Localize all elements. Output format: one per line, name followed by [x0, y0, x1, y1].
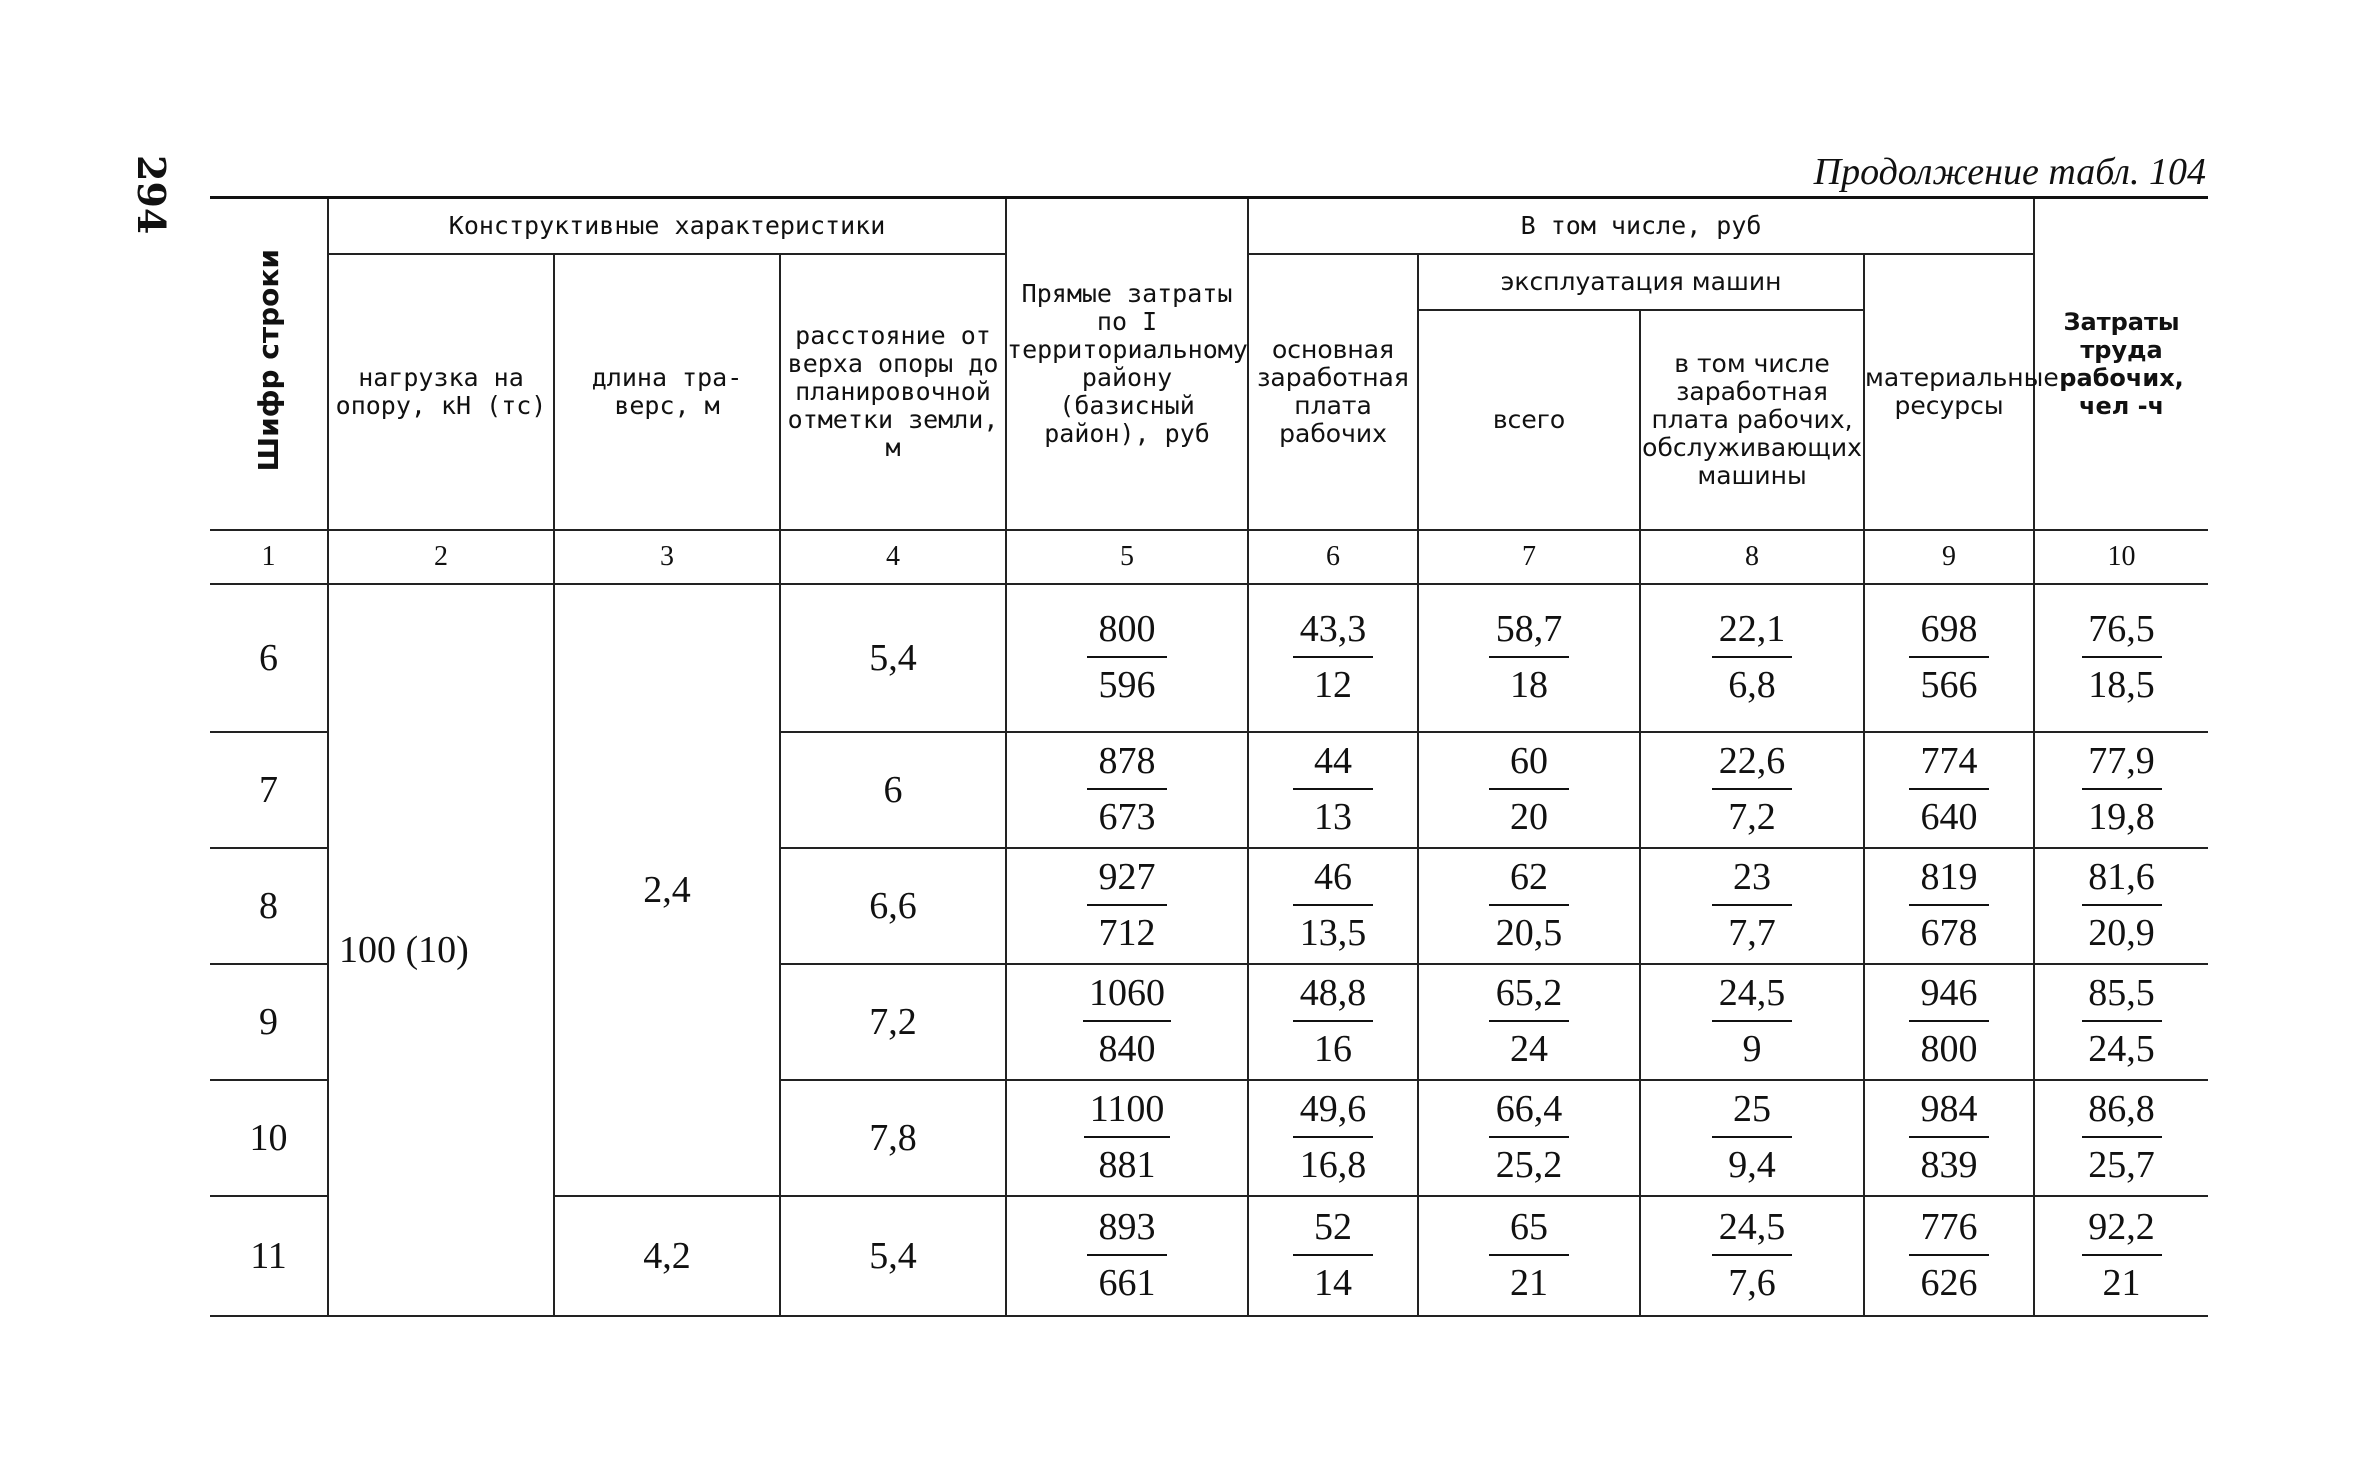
fraction	[1909, 856, 1989, 954]
denominator: 566	[1920, 664, 1978, 706]
denominator: 800	[1920, 1028, 1978, 1070]
numerator: 24,5	[1712, 1206, 1792, 1256]
col-num: 2	[328, 530, 554, 584]
col-num: 6	[1248, 530, 1418, 584]
fraction-cell	[1864, 1080, 2034, 1196]
numerator: 23	[1712, 856, 1792, 906]
fraction-cell	[1248, 1196, 1418, 1316]
numerator: 66,4	[1489, 1088, 1569, 1138]
numerator: 49,6	[1293, 1088, 1373, 1138]
fraction-cell	[2034, 848, 2208, 964]
fraction-cell	[2034, 732, 2208, 848]
denominator: 18	[1510, 664, 1549, 706]
fraction-cell	[1640, 732, 1864, 848]
fraction	[2082, 856, 2162, 954]
denominator: 25,2	[1495, 1144, 1563, 1186]
column-numbers-row	[210, 530, 2208, 584]
row-code: 10	[210, 1080, 328, 1196]
fraction-cell	[1864, 732, 2034, 848]
denominator: 596	[1098, 664, 1156, 706]
denominator: 881	[1098, 1144, 1156, 1186]
fraction-cell	[1248, 964, 1418, 1080]
numerator: 85,5	[2082, 972, 2162, 1022]
numerator: 44	[1293, 740, 1373, 790]
denominator: 7,6	[1728, 1262, 1776, 1304]
denominator: 673	[1098, 796, 1156, 838]
fraction	[1909, 740, 1989, 838]
fraction	[1087, 608, 1167, 706]
load-value: 100 (10)	[328, 584, 554, 1316]
fraction-cell	[1006, 848, 1248, 964]
denominator: 16	[1314, 1028, 1353, 1070]
traverse-value: 2,4	[554, 584, 780, 1196]
fraction	[1712, 1088, 1792, 1186]
col-num: 1	[210, 530, 328, 584]
denominator: 678	[1920, 912, 1978, 954]
header-machines-total: всего	[1418, 310, 1640, 530]
numerator: 52	[1293, 1206, 1373, 1256]
fraction-cell	[1640, 1196, 1864, 1316]
numerator: 48,8	[1293, 972, 1373, 1022]
header-traverse-length: длина тра-верс, м	[554, 254, 780, 530]
fraction-cell	[1418, 732, 1640, 848]
col-num: 10	[2034, 530, 2208, 584]
fraction	[1489, 856, 1569, 954]
cost-table	[210, 196, 2208, 1317]
numerator: 46	[1293, 856, 1373, 906]
fraction	[1087, 1206, 1167, 1304]
distance-value: 6,6	[780, 848, 1006, 964]
fraction-cell	[2034, 584, 2208, 732]
row-code: 8	[210, 848, 328, 964]
fraction	[1293, 856, 1373, 954]
denominator: 840	[1098, 1028, 1156, 1070]
fraction	[1293, 972, 1373, 1070]
table-row	[210, 584, 2208, 732]
fraction-cell	[1248, 584, 1418, 732]
fraction	[1293, 1088, 1373, 1186]
fraction	[1489, 1088, 1569, 1186]
fraction-cell	[1006, 964, 1248, 1080]
denominator: 640	[1920, 796, 1978, 838]
distance-value: 5,4	[780, 584, 1006, 732]
numerator: 76,5	[2082, 608, 2162, 658]
numerator: 62	[1489, 856, 1569, 906]
denominator: 20	[1510, 796, 1549, 838]
denominator: 13	[1314, 796, 1353, 838]
fraction	[1712, 856, 1792, 954]
denominator: 7,7	[1728, 912, 1776, 954]
numerator: 927	[1087, 856, 1167, 906]
fraction-cell	[1640, 848, 1864, 964]
fraction	[1293, 1206, 1373, 1304]
row-code: 11	[210, 1196, 328, 1316]
numerator: 774	[1909, 740, 1989, 790]
numerator: 24,5	[1712, 972, 1792, 1022]
fraction	[1712, 608, 1792, 706]
fraction	[1489, 972, 1569, 1070]
denominator: 13,5	[1299, 912, 1367, 954]
row-code: 6	[210, 584, 328, 732]
page-number: 294	[129, 155, 174, 235]
fraction	[1909, 972, 1989, 1070]
fraction-cell	[1640, 964, 1864, 1080]
denominator: 14	[1314, 1262, 1353, 1304]
denominator: 16,8	[1299, 1144, 1367, 1186]
fraction-cell	[2034, 964, 2208, 1080]
distance-value: 6	[780, 732, 1006, 848]
fraction-cell	[1864, 1196, 2034, 1316]
fraction	[1712, 740, 1792, 838]
fraction	[1712, 1206, 1792, 1304]
denominator: 24,5	[2088, 1028, 2155, 1070]
fraction	[1712, 972, 1792, 1070]
col-num: 8	[1640, 530, 1864, 584]
row-code: 7	[210, 732, 328, 848]
fraction	[2082, 740, 2162, 838]
denominator: 21	[1510, 1262, 1549, 1304]
denominator: 24	[1510, 1028, 1549, 1070]
numerator: 946	[1909, 972, 1989, 1022]
fraction	[1083, 972, 1171, 1070]
fraction-cell	[1006, 732, 1248, 848]
distance-value: 7,8	[780, 1080, 1006, 1196]
denominator: 661	[1098, 1262, 1156, 1304]
fraction-cell	[1864, 848, 2034, 964]
fraction	[1489, 1206, 1569, 1304]
denominator: 25,7	[2088, 1144, 2155, 1186]
denominator: 9,4	[1728, 1144, 1776, 1186]
denominator: 18,5	[2088, 664, 2155, 706]
fraction-cell	[1006, 1196, 1248, 1316]
header-machines-salary: в том числе заработная плата рабочих, обслуживающих машины	[1640, 310, 1864, 530]
numerator: 58,7	[1489, 608, 1569, 658]
denominator: 6,8	[1728, 664, 1776, 706]
fraction-cell	[1640, 1080, 1864, 1196]
fraction	[1489, 608, 1569, 706]
fraction-cell	[1418, 964, 1640, 1080]
numerator: 22,1	[1712, 608, 1792, 658]
fraction-cell	[1248, 848, 1418, 964]
denominator: 839	[1920, 1144, 1978, 1186]
distance-value: 5,4	[780, 1196, 1006, 1316]
fraction	[1293, 608, 1373, 706]
header-base-salary: основная заработная плата рабочих	[1248, 254, 1418, 530]
numerator: 60	[1489, 740, 1569, 790]
fraction-cell	[1418, 1196, 1640, 1316]
numerator: 25	[1712, 1088, 1792, 1138]
fraction	[1489, 740, 1569, 838]
fraction-cell	[1418, 1080, 1640, 1196]
denominator: 21	[2102, 1262, 2141, 1304]
fraction	[2082, 1088, 2162, 1186]
numerator: 893	[1087, 1206, 1167, 1256]
fraction	[2082, 972, 2162, 1070]
fraction	[1909, 1088, 1989, 1186]
numerator: 22,6	[1712, 740, 1792, 790]
numerator: 819	[1909, 856, 1989, 906]
denominator: 7,2	[1728, 796, 1776, 838]
header-constructive: Конструктивные характеристики	[328, 198, 1006, 254]
numerator: 776	[1909, 1206, 1989, 1256]
numerator: 65,2	[1489, 972, 1569, 1022]
fraction-cell	[1006, 584, 1248, 732]
fraction	[1087, 740, 1167, 838]
header-machines: эксплуатация машин	[1418, 254, 1864, 310]
denominator: 12	[1314, 664, 1353, 706]
fraction	[2082, 1206, 2162, 1304]
col-num: 7	[1418, 530, 1640, 584]
fraction-cell	[1418, 584, 1640, 732]
header-direct-costs: Прямые затраты по I территориальному району (базисный район), руб	[1006, 198, 1248, 530]
numerator: 65	[1489, 1206, 1569, 1256]
header-distance: расстояние от верха опоры до планировочной отметки земли, м	[780, 254, 1006, 530]
fraction	[1909, 1206, 1989, 1304]
numerator: 86,8	[2082, 1088, 2162, 1138]
traverse-value: 4,2	[554, 1196, 780, 1316]
fraction-cell	[1640, 584, 1864, 732]
numerator: 77,9	[2082, 740, 2162, 790]
row-code: 9	[210, 964, 328, 1080]
distance-value: 7,2	[780, 964, 1006, 1080]
header-code-text: Шифр строки	[251, 249, 285, 472]
fraction	[1084, 1088, 1171, 1186]
denominator: 20,5	[1495, 912, 1563, 954]
table-caption: Продолжение табл. 104	[1813, 151, 2206, 193]
denominator: 20,9	[2088, 912, 2155, 954]
fraction	[1087, 856, 1167, 954]
numerator: 878	[1087, 740, 1167, 790]
denominator: 19,8	[2088, 796, 2155, 838]
denominator: 626	[1920, 1262, 1978, 1304]
col-num: 3	[554, 530, 780, 584]
numerator: 43,3	[1293, 608, 1373, 658]
numerator: 800	[1087, 608, 1167, 658]
fraction-cell	[1864, 584, 2034, 732]
numerator: 984	[1909, 1088, 1989, 1138]
header-materials: материальные ресурсы	[1864, 254, 2034, 530]
col-num: 9	[1864, 530, 2034, 584]
denominator: 9	[1742, 1028, 1762, 1070]
fraction	[2082, 608, 2162, 706]
denominator: 712	[1098, 912, 1156, 954]
fraction-cell	[1248, 1080, 1418, 1196]
header-code	[210, 198, 328, 530]
header-including: В том числе, руб	[1248, 198, 2034, 254]
fraction-cell	[1864, 964, 2034, 1080]
fraction	[1909, 608, 1989, 706]
col-num: 5	[1006, 530, 1248, 584]
numerator: 92,2	[2082, 1206, 2162, 1256]
fraction-cell	[1248, 732, 1418, 848]
fraction-cell	[2034, 1196, 2208, 1316]
fraction-cell	[1418, 848, 1640, 964]
col-num: 4	[780, 530, 1006, 584]
header-load: нагрузка на опору, кН (тс)	[328, 254, 554, 530]
numerator: 81,6	[2082, 856, 2162, 906]
header-labor: Затраты труда рабочих, чел -ч	[2034, 198, 2208, 530]
numerator: 1060	[1083, 972, 1171, 1022]
numerator: 1100	[1084, 1088, 1171, 1138]
fraction-cell	[1006, 1080, 1248, 1196]
fraction-cell	[2034, 1080, 2208, 1196]
fraction	[1293, 740, 1373, 838]
numerator: 698	[1909, 608, 1989, 658]
